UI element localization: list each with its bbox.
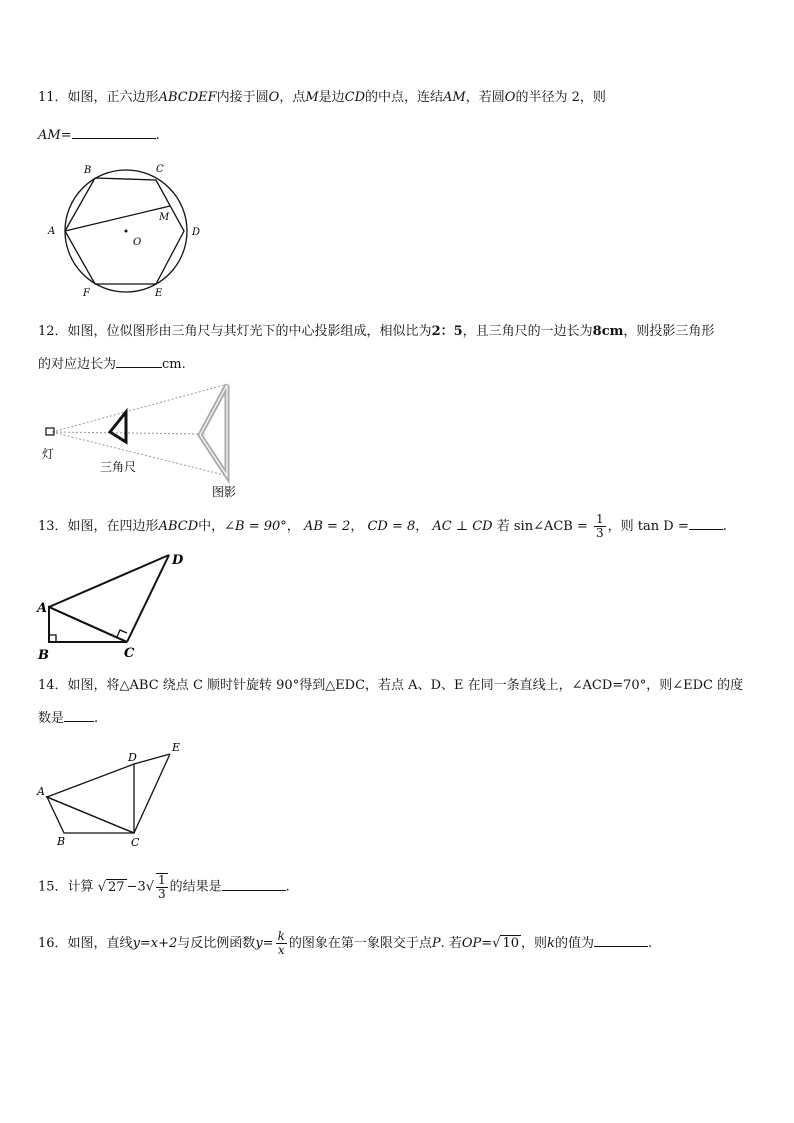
label-E: E (172, 741, 181, 754)
q15-answer-blank[interactable] (222, 876, 286, 891)
q12-line2: 的对应边长为 cm. (38, 353, 186, 374)
label-C: C (156, 164, 164, 175)
q14-line1: 14．如图，将△ABC 绕点 C 顺时针旋转 90°得到△EDC，若点 A、D、E 在同一条直线上，∠ACD=70°，则∠EDC 的度 (38, 678, 744, 693)
label-shadow: 图影 (212, 485, 237, 499)
q13-fraction: $\frac{1}{3}$ (596, 512, 604, 540)
q14-answer-blank[interactable] (64, 707, 94, 722)
q16-radical-10: √ 10 (492, 936, 520, 951)
q13-number: 13． (38, 519, 68, 534)
q12-line1: 12．如图，位似图形由三角尺与其灯光下的中心投影组成，相似比为2：5，且三角尺的一边长为8cm，则投影三角形 (38, 324, 715, 339)
label-A: A (37, 601, 48, 616)
q15-number: 15． (38, 879, 68, 895)
label-O: O (133, 237, 142, 248)
q11-line1: 11．如图，正六边形ABCDEF内接于圆O，点M是边CD的中点，连结AM，若圆O的半径为 2，则 (38, 90, 606, 105)
label-B: B (84, 165, 92, 176)
q16-fraction: $\frac{k}{x}$ (277, 929, 285, 957)
label-B: B (38, 648, 49, 663)
label-ruler: 三角尺 (100, 460, 137, 474)
q16-number: 16． (38, 936, 68, 951)
label-M: M (159, 212, 170, 223)
q12-number: 12． (38, 324, 68, 339)
label-D: D (172, 553, 184, 568)
q12-projection-figure (40, 380, 250, 502)
label-B: B (57, 835, 66, 848)
q13-answer-blank[interactable] (689, 515, 723, 530)
q11-answer-line: AM= . (38, 124, 160, 145)
q13-line1: 13．如图，在四边形ABCD中，∠B = 90°， AB = 2， CD = 8， AC ⊥ CD 若 sin∠ACB = $\frac{1}{3}$ ，则 tan D = . (38, 512, 727, 540)
q15-line1: 15．计算 √ 27 −3√ $\frac{1}{3}$ 的结果是 . (38, 873, 290, 901)
label-C: C (131, 836, 140, 849)
q14-rotation-figure (34, 738, 194, 850)
q16-line1: 16．如图，直线y=x+2与反比例函数y= $\frac{k}{x}$ 的图象在第一象限交于点P. 若OP=√ 10 ，则k的值为 . (38, 929, 653, 957)
q13-quadrilateral-figure (34, 550, 194, 665)
label-E: E (155, 288, 163, 299)
label-lamp: 灯 (42, 447, 55, 461)
q11-answer-blank[interactable] (72, 124, 156, 139)
label-D: D (192, 227, 201, 238)
label-A: A (37, 785, 45, 798)
q15-radical-frac: √ $\frac{1}{3}$ (145, 873, 166, 901)
q14-line2: 数是 . (38, 707, 98, 728)
q11-number: 11． (38, 90, 68, 105)
label-F: F (83, 288, 90, 299)
q11-hexagon-figure (44, 158, 214, 300)
label-C: C (124, 646, 135, 661)
q12-answer-blank[interactable] (116, 353, 162, 368)
q16-answer-blank[interactable] (594, 932, 648, 947)
label-D: D (128, 751, 137, 764)
q15-radical-27: √ 27 (97, 879, 125, 895)
q14-number: 14． (38, 678, 68, 693)
label-A: A (48, 226, 56, 237)
